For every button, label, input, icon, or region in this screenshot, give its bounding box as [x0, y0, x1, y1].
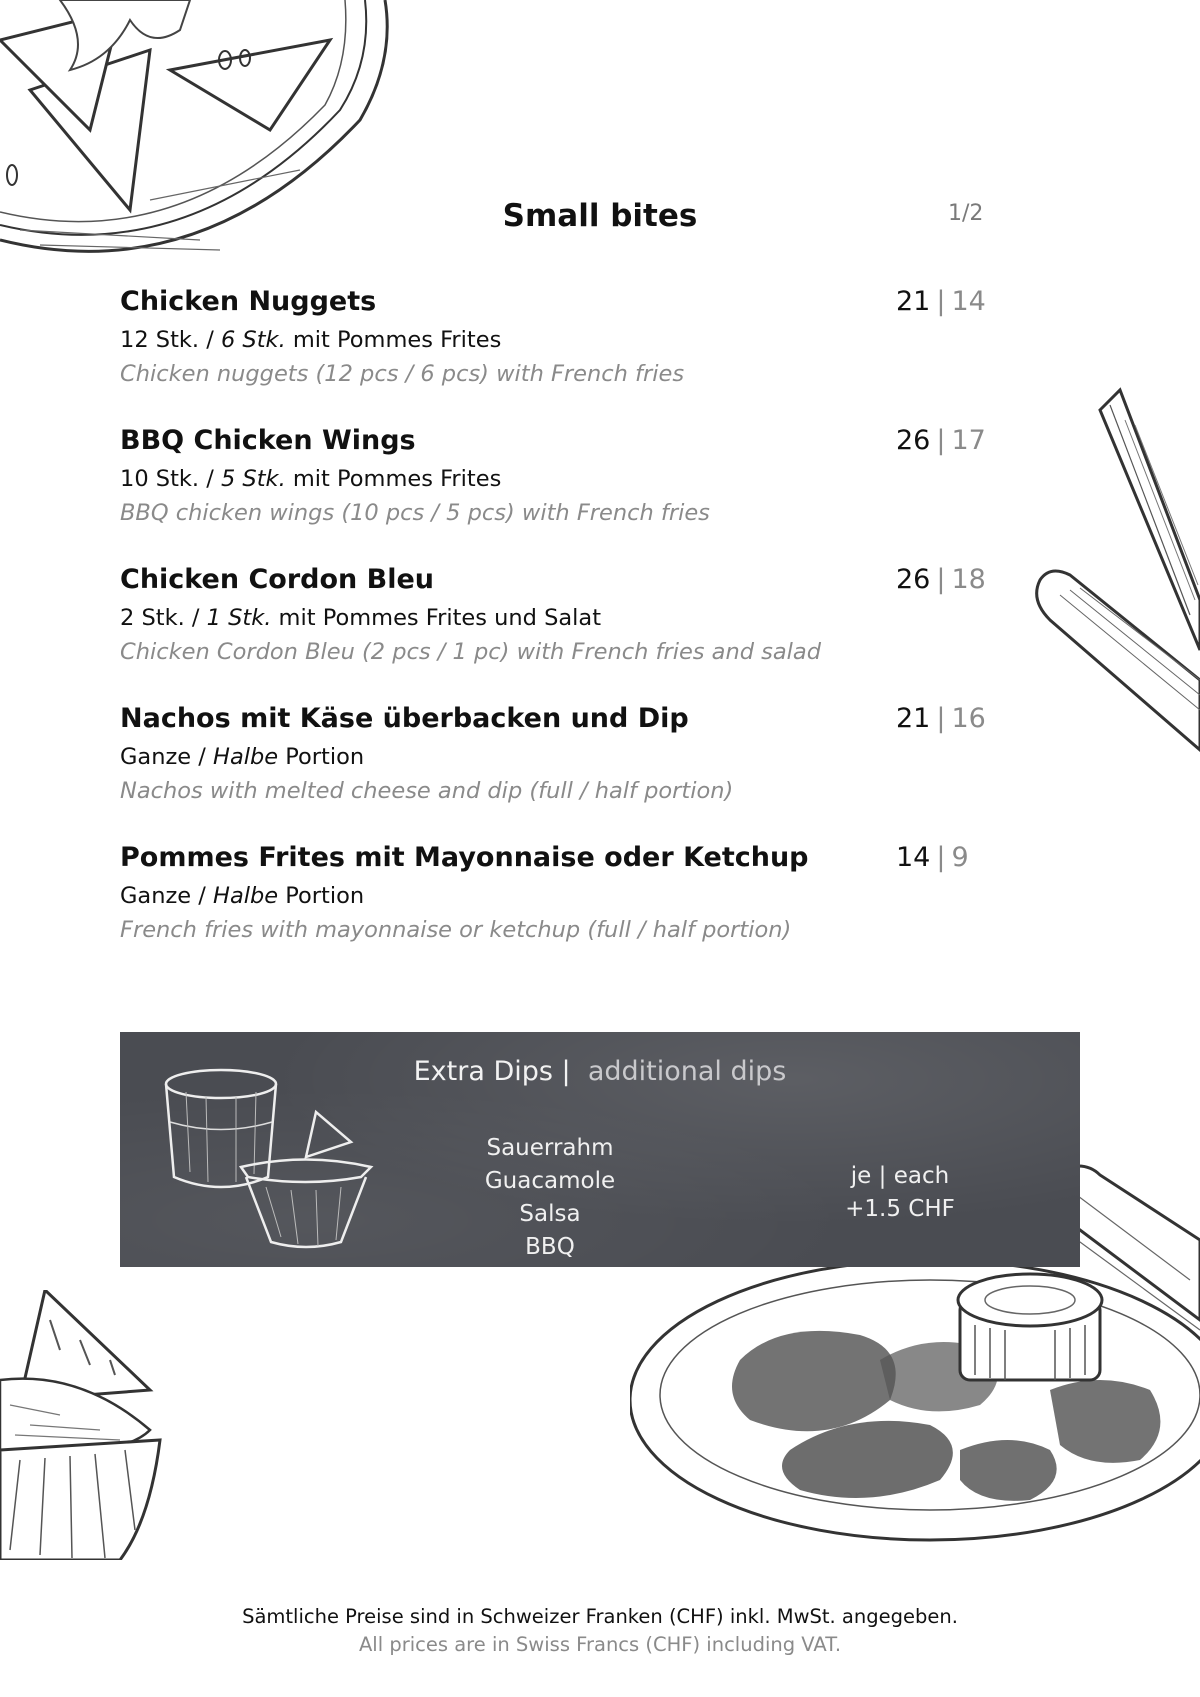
item-description-en: Chicken nuggets (12 pcs / 6 pcs) with French fries — [120, 361, 685, 388]
item-description-de: Ganze / Halbe Portion — [120, 883, 365, 910]
menu-item — [120, 564, 1000, 666]
item-name: BBQ Chicken Wings — [120, 425, 416, 456]
item-name: Chicken Nuggets — [120, 286, 377, 317]
dip-item: Sauerrahm — [486, 1135, 614, 1161]
item-description-en: French fries with mayonnaise or ketchup (full / half portion) — [120, 917, 792, 944]
item-price: 26 | 18 — [896, 564, 986, 595]
item-description-en: Nachos with melted cheese and dip (full / half portion) — [120, 778, 734, 805]
item-price: 21 | 16 — [896, 703, 986, 734]
item-description-de: 2 Stk. / 1 Stk. mit Pommes Frites und Salat — [120, 605, 602, 632]
extra-dips-board — [120, 1032, 1080, 1267]
menu-item — [120, 286, 1000, 388]
each-price: +1.5 CHF — [845, 1196, 955, 1222]
item-name: Pommes Frites mit Mayonnaise oder Ketchup — [120, 842, 809, 873]
dip-item: Guacamole — [484, 1168, 616, 1194]
extras-title: Extra Dips | additional dips — [413, 1056, 787, 1087]
french-fries-icon — [1030, 380, 1200, 760]
footer-note-de: Sämtliche Preise sind in Schweizer Franken (CHF) inkl. MwSt. angegeben. — [242, 1605, 958, 1628]
page-title: Small bites — [502, 198, 698, 234]
dip-item: BBQ — [525, 1234, 575, 1260]
item-description-en: Chicken Cordon Bleu (2 pcs / 1 pc) with French fries and salad — [120, 639, 821, 666]
page-indicator: 1/2 — [948, 201, 984, 226]
footer-note-en: All prices are in Swiss Francs (CHF) including VAT. — [358, 1633, 842, 1656]
item-description-de: 10 Stk. / 5 Stk. mit Pommes Frites — [120, 466, 502, 493]
dips-list — [470, 1132, 630, 1264]
item-price: 21 | 14 — [896, 286, 986, 317]
guacamole-bowl-icon — [0, 1290, 170, 1560]
item-description-de: Ganze / Halbe Portion — [120, 744, 365, 771]
nachos-plate-icon — [0, 0, 400, 280]
item-name: Nachos mit Käse überbacken und Dip — [120, 703, 689, 734]
item-description-en: BBQ chicken wings (10 pcs / 5 pcs) with French fries — [120, 500, 710, 527]
each-label: je | each — [850, 1163, 950, 1189]
menu-item — [120, 842, 1000, 944]
item-price: 26 | 17 — [896, 425, 986, 456]
menu-item — [120, 703, 1000, 805]
item-price: 14 | 9 — [896, 842, 969, 873]
dip-cups-icon — [156, 1062, 386, 1252]
dip-item: Salsa — [519, 1201, 581, 1227]
item-description-de: 12 Stk. / 6 Stk. mit Pommes Frites — [120, 327, 502, 354]
item-name: Chicken Cordon Bleu — [120, 564, 435, 595]
dips-price — [820, 1160, 980, 1226]
menu-item — [120, 425, 1000, 527]
